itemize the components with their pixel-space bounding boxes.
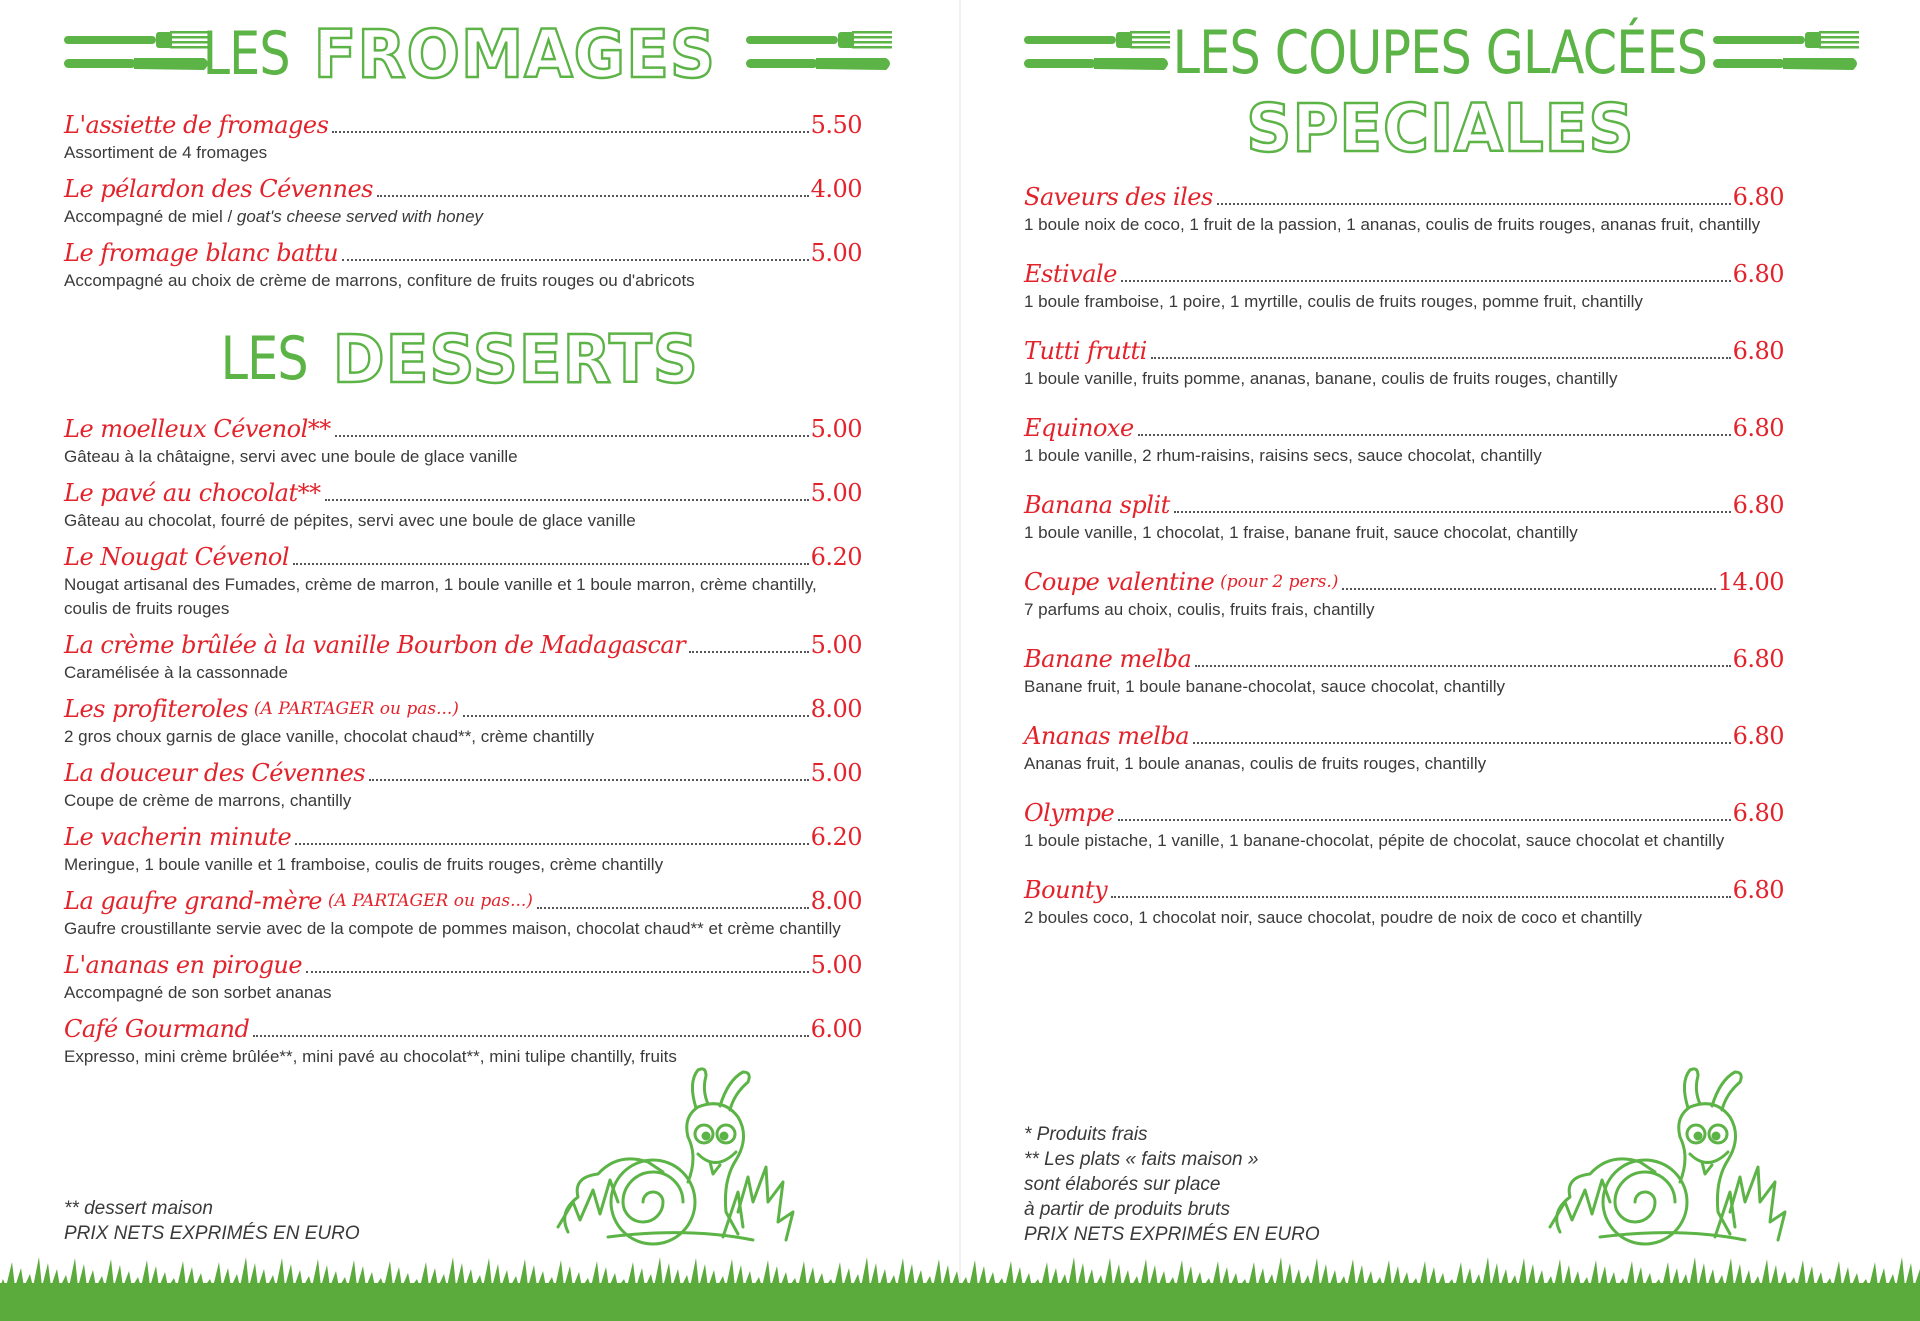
description-text: Gaufre croustillante servie avec de la compote de pommes maison, chocolat chaud** et crème chantilly (64, 919, 841, 938)
dot-leader (1111, 896, 1730, 898)
menu-item-price: 5.00 (810, 951, 862, 979)
description-text: Banane fruit, 1 boule banane-chocolat, sauce chocolat, chantilly (1024, 677, 1506, 696)
menu-item-description (1024, 290, 1784, 314)
menu-item (1024, 644, 1784, 721)
menu-item (1024, 798, 1784, 875)
cutlery-icon (64, 26, 212, 76)
menu-item (1024, 259, 1784, 336)
dot-leader (293, 563, 809, 565)
menu-item-description (1024, 829, 1784, 853)
menu-item-name: Café Gourmand (64, 1015, 250, 1043)
menu-item-line (1024, 567, 1784, 597)
footnote-line: PRIX NETS EXPRIMÉS EN EURO (64, 1223, 360, 1244)
menu-item-line (1024, 259, 1784, 289)
dot-leader (1121, 280, 1731, 282)
menu-item-line (64, 950, 862, 980)
menu-item-line (1024, 798, 1784, 828)
menu-item (64, 758, 862, 822)
menu-item-name: Saveurs des iles (1024, 183, 1213, 211)
menu-item-description (1024, 752, 1784, 776)
coupes-heading-top (1140, 14, 1740, 92)
desserts-heading-bold: DESSERTS (333, 320, 700, 398)
menu-item-line (64, 694, 862, 724)
menu-item-description (64, 445, 862, 469)
menu-item-name: Le Nougat Cévenol (64, 543, 290, 571)
menu-item (64, 694, 862, 758)
menu-item-price: 6.80 (1732, 260, 1784, 288)
menu-item-name: Tutti frutti (1024, 337, 1147, 365)
menu-item-line (1024, 336, 1784, 366)
coupes-list (1024, 182, 1784, 952)
dot-leader (689, 651, 808, 653)
menu-item-name: Le vacherin minute (64, 823, 292, 851)
dot-leader (1217, 203, 1731, 205)
menu-item-price: 5.00 (810, 479, 862, 507)
menu-item-price: 6.80 (1732, 491, 1784, 519)
description-text: 1 boule vanille, 2 rhum-raisins, raisins secs, sauce chocolat, chantilly (1024, 446, 1542, 465)
desserts-list (64, 414, 862, 1078)
description-text: 7 parfums au choix, coulis, fruits frais, chantilly (1024, 600, 1375, 619)
menu-item-name: L'assiette de fromages (64, 111, 329, 139)
menu-item-price: 14.00 (1717, 568, 1784, 596)
right-footnotes (1024, 1122, 1320, 1247)
footnote-line: PRIX NETS EXPRIMÉS EN EURO (1024, 1224, 1320, 1245)
description-text: Nougat artisanal des Fumades, crème de marron, 1 boule vanille et 1 boule marron, crème chantilly, coulis de fruits rouges (64, 575, 817, 618)
menu-item (1024, 182, 1784, 259)
menu-item-name: Banane melba (1024, 645, 1192, 673)
menu-item (64, 822, 862, 886)
grass-border (0, 1253, 1920, 1321)
menu-item-price: 6.80 (1732, 183, 1784, 211)
menu-item-line (1024, 413, 1784, 443)
menu-item-line (64, 1014, 862, 1044)
menu-item (1024, 336, 1784, 413)
menu-item-price: 5.00 (810, 759, 862, 787)
menu-item-description (64, 205, 862, 229)
menu-item (64, 542, 862, 630)
footnote-line: * Produits frais (1024, 1124, 1148, 1145)
description-text: Expresso, mini crème brûlée**, mini pavé au chocolat**, mini tulipe chantilly, fruits (64, 1047, 677, 1066)
menu-item-price: 6.80 (1732, 876, 1784, 904)
menu-item-name: Ananas melba (1024, 722, 1190, 750)
coupes-heading-bottom (1140, 88, 1740, 168)
menu-item-description (64, 141, 862, 165)
menu-item-line (64, 822, 862, 852)
dot-leader (463, 715, 809, 717)
description-text: Accompagné au choix de crème de marrons, confiture de fruits rouges ou d'abricots (64, 271, 695, 290)
menu-item-price: 5.00 (810, 239, 862, 267)
menu-item (64, 478, 862, 542)
description-text: Caramélisée à la cassonnade (64, 663, 288, 682)
menu-item (64, 886, 862, 950)
menu-item (64, 238, 862, 302)
footnote-line: ** dessert maison (64, 1198, 213, 1219)
left-footnotes (64, 1196, 360, 1246)
menu-item (64, 950, 862, 1014)
menu-item-line (64, 542, 862, 572)
menu-item-description (64, 573, 862, 621)
description-text: Gâteau au chocolat, fourré de pépites, servi avec une boule de glace vanille (64, 511, 636, 530)
menu-item-description (64, 661, 862, 685)
fromages-heading-light: LES (202, 19, 290, 89)
dot-leader (1138, 434, 1731, 436)
footnote-line: ** Les plats « faits maison » (1024, 1149, 1259, 1170)
menu-item (64, 174, 862, 238)
footnote-line: sont élaborés sur place (1024, 1174, 1221, 1195)
menu-item-description (64, 725, 862, 749)
dot-leader (377, 195, 809, 197)
menu-item-note: (A PARTAGER ou pas...) (253, 699, 459, 719)
menu-item-line (64, 886, 862, 916)
menu-item-price: 6.00 (810, 1015, 862, 1043)
menu-item-line (64, 478, 862, 508)
menu-item-name: Les profiteroles (64, 695, 248, 723)
menu-item-price: 8.00 (810, 695, 862, 723)
menu-item-line (1024, 182, 1784, 212)
menu-item-price: 6.80 (1732, 799, 1784, 827)
menu-item-line (1024, 644, 1784, 674)
menu-item (1024, 875, 1784, 952)
menu-item-description (1024, 675, 1784, 699)
menu-item (1024, 567, 1784, 644)
description-text: 1 boule noix de coco, 1 fruit de la passion, 1 ananas, coulis de fruits rouges, ananas fruit, chantilly (1024, 215, 1761, 234)
menu-item-description (1024, 444, 1784, 468)
description-text: Gâteau à la châtaigne, servi avec une boule de glace vanille (64, 447, 518, 466)
fromages-heading-bold: FROMAGES (314, 15, 717, 93)
menu-item-description (1024, 906, 1784, 930)
menu-item-description (64, 509, 862, 533)
menu-item-name: Banana split (1024, 491, 1170, 519)
dot-leader (335, 435, 809, 437)
coupes-heading-light: LES COUPES GLACÉES (1172, 18, 1708, 88)
menu-item-price: 6.20 (810, 823, 862, 851)
menu-item-name: Olympe (1024, 799, 1115, 827)
menu-item-price: 6.80 (1732, 337, 1784, 365)
menu-item (1024, 490, 1784, 567)
menu-item (64, 110, 862, 174)
dot-leader (295, 843, 808, 845)
snail-icon (1530, 1062, 1800, 1262)
description-italic-text: goat's cheese served with honey (236, 207, 484, 226)
menu-item-name: Bounty (1024, 876, 1108, 904)
dot-leader (253, 1035, 808, 1037)
menu-item-price: 6.80 (1732, 645, 1784, 673)
dot-leader (369, 779, 808, 781)
dot-leader (1151, 357, 1731, 359)
menu-item-price: 5.50 (810, 111, 862, 139)
footnote-line: à partir de produits bruts (1024, 1199, 1230, 1220)
coupes-heading-bold: SPECIALES (1245, 89, 1635, 167)
menu-item-name: L'ananas en pirogue (64, 951, 303, 979)
menu-item-line (64, 758, 862, 788)
description-text: Meringue, 1 boule vanille et 1 framboise, coulis de fruits rouges, crème chantilly (64, 855, 664, 874)
menu-item-note: (A PARTAGER ou pas...) (327, 891, 533, 911)
menu-item-name: Equinoxe (1024, 414, 1134, 442)
menu-item-name: Estivale (1024, 260, 1117, 288)
dot-leader (306, 971, 808, 973)
description-text: Coupe de crème de marrons, chantilly (64, 791, 352, 810)
menu-item (1024, 413, 1784, 490)
menu-item-name: Le pavé au chocolat** (64, 479, 321, 507)
menu-item-line (64, 630, 862, 660)
dot-leader (1193, 742, 1730, 744)
menu-item-description (64, 789, 862, 813)
menu-item-name: La crème brûlée à la vanille Bourbon de Madagascar (64, 631, 686, 659)
dot-leader (1174, 511, 1731, 513)
menu-item-description (1024, 367, 1784, 391)
menu-item-name: Le moelleux Cévenol** (64, 415, 331, 443)
snail-icon (538, 1062, 808, 1262)
menu-item-description (64, 981, 862, 1005)
description-text: 1 boule pistache, 1 vanille, 1 banane-chocolat, pépite de chocolat, sauce chocolat et chantilly (1024, 831, 1725, 850)
menu-item-price: 5.00 (810, 631, 862, 659)
menu-item-price: 6.80 (1732, 414, 1784, 442)
menu-item-price: 4.00 (810, 175, 862, 203)
menu-item-description (64, 269, 862, 293)
dot-leader (1342, 588, 1715, 590)
menu-item-price: 6.80 (1732, 722, 1784, 750)
menu-item-line (64, 174, 862, 204)
menu-item-line (1024, 875, 1784, 905)
description-text: Accompagné de miel / (64, 207, 237, 226)
menu-item-description (1024, 521, 1784, 545)
menu-item-name: La douceur des Cévennes (64, 759, 366, 787)
description-text: 2 boules coco, 1 chocolat noir, sauce chocolat, poudre de noix de coco et chantilly (1024, 908, 1643, 927)
menu-item-description (1024, 598, 1784, 622)
dot-leader (325, 499, 809, 501)
desserts-heading-light: LES (220, 324, 308, 394)
menu-item-name: La gaufre grand-mère (64, 887, 322, 915)
fromages-heading (200, 14, 720, 94)
dot-leader (1118, 819, 1730, 821)
menu-item-description (64, 853, 862, 877)
menu-item-description (1024, 213, 1784, 237)
description-text: Accompagné de son sorbet ananas (64, 983, 332, 1002)
dot-leader (537, 907, 809, 909)
menu-item (1024, 721, 1784, 798)
menu-item-line (64, 238, 862, 268)
dot-leader (332, 131, 808, 133)
menu-item-line (64, 110, 862, 140)
menu-item-price: 6.20 (810, 543, 862, 571)
cutlery-icon (746, 26, 894, 76)
menu-item-name: Le pélardon des Cévennes (64, 175, 373, 203)
menu-item-line (1024, 721, 1784, 751)
menu-item-name: Le fromage blanc battu (64, 239, 339, 267)
description-text: 1 boule framboise, 1 poire, 1 myrtille, coulis de fruits rouges, pomme fruit, chantilly (1024, 292, 1643, 311)
menu-item-price: 8.00 (810, 887, 862, 915)
menu-item (64, 414, 862, 478)
dot-leader (1195, 665, 1730, 667)
menu-item-line (64, 414, 862, 444)
menu-item-description (64, 917, 862, 941)
description-text: Ananas fruit, 1 boule ananas, coulis de fruits rouges, chantilly (1024, 754, 1487, 773)
right-page (960, 0, 1920, 1321)
desserts-heading (200, 318, 720, 400)
description-text: 2 gros choux garnis de glace vanille, chocolat chaud**, crème chantilly (64, 727, 595, 746)
description-text: 1 boule vanille, fruits pomme, ananas, banane, coulis de fruits rouges, chantilly (1024, 369, 1618, 388)
fromages-list (64, 110, 862, 302)
description-text: 1 boule vanille, 1 chocolat, 1 fraise, banane fruit, sauce chocolat, chantilly (1024, 523, 1578, 542)
menu-item-name: Coupe valentine (1024, 568, 1215, 596)
menu-item-price: 5.00 (810, 415, 862, 443)
menu-item-line (1024, 490, 1784, 520)
menu-item (64, 630, 862, 694)
menu-item-note: (pour 2 pers.) (1220, 572, 1339, 592)
dot-leader (342, 259, 808, 261)
description-text: Assortiment de 4 fromages (64, 143, 268, 162)
